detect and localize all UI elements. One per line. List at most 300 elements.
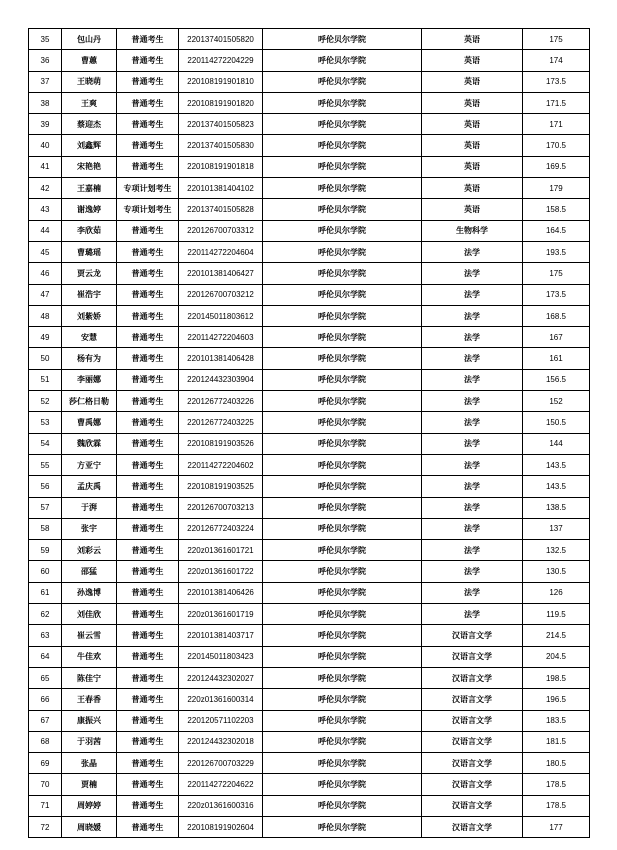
- score-table: [28, 28, 590, 838]
- major-name: 法学: [422, 561, 523, 582]
- row-number: 36: [29, 50, 62, 71]
- major-name: 汉语言文学: [422, 774, 523, 795]
- candidate-type: 专项计划考生: [117, 199, 179, 220]
- exam-id: 220126700703213: [179, 497, 263, 518]
- table-row: [29, 582, 590, 603]
- exam-id: 220101381406426: [179, 582, 263, 603]
- candidate-type: 普通考生: [117, 795, 179, 816]
- major-name: 法学: [422, 540, 523, 561]
- student-name: 于羽茜: [62, 731, 117, 752]
- major-name: 英语: [422, 114, 523, 135]
- score-value: 167: [523, 327, 590, 348]
- candidate-type: 普通考生: [117, 220, 179, 241]
- row-number: 53: [29, 412, 62, 433]
- score-value: 193.5: [523, 241, 590, 262]
- row-number: 64: [29, 646, 62, 667]
- candidate-type: 普通考生: [117, 433, 179, 454]
- student-name: 曹禹娜: [62, 412, 117, 433]
- candidate-type: 普通考生: [117, 327, 179, 348]
- row-number: 54: [29, 433, 62, 454]
- school-name: 呼伦贝尔学院: [263, 774, 422, 795]
- table-row: [29, 454, 590, 475]
- exam-id: 220114272204622: [179, 774, 263, 795]
- score-value: 198.5: [523, 667, 590, 688]
- student-name: 魏欣霖: [62, 433, 117, 454]
- student-name: 周婷婷: [62, 795, 117, 816]
- table-row: [29, 156, 590, 177]
- table-row: [29, 305, 590, 326]
- school-name: 呼伦贝尔学院: [263, 284, 422, 305]
- candidate-type: 普通考生: [117, 284, 179, 305]
- exam-id: 220101381403717: [179, 625, 263, 646]
- score-value: 130.5: [523, 561, 590, 582]
- table-row: [29, 369, 590, 390]
- exam-id: 220124432302027: [179, 667, 263, 688]
- table-row: [29, 518, 590, 539]
- school-name: 呼伦贝尔学院: [263, 710, 422, 731]
- score-value: 150.5: [523, 412, 590, 433]
- table-row: [29, 114, 590, 135]
- major-name: 英语: [422, 199, 523, 220]
- exam-id: 220108191901820: [179, 92, 263, 113]
- row-number: 55: [29, 454, 62, 475]
- candidate-type: 普通考生: [117, 454, 179, 475]
- candidate-type: 普通考生: [117, 816, 179, 837]
- score-value: 178.5: [523, 774, 590, 795]
- score-value: 175: [523, 263, 590, 284]
- major-name: 汉语言文学: [422, 816, 523, 837]
- table-row: [29, 604, 590, 625]
- student-name: 蔡迎杰: [62, 114, 117, 135]
- exam-id: 220z01361600314: [179, 689, 263, 710]
- exam-id: 220145011803612: [179, 305, 263, 326]
- school-name: 呼伦贝尔学院: [263, 604, 422, 625]
- exam-id: 220145011803423: [179, 646, 263, 667]
- school-name: 呼伦贝尔学院: [263, 114, 422, 135]
- major-name: 生物科学: [422, 220, 523, 241]
- student-name: 崔浩宇: [62, 284, 117, 305]
- school-name: 呼伦贝尔学院: [263, 625, 422, 646]
- school-name: 呼伦贝尔学院: [263, 220, 422, 241]
- exam-id: 220101381406427: [179, 263, 263, 284]
- table-row: [29, 263, 590, 284]
- exam-id: 220114272204229: [179, 50, 263, 71]
- table-row: [29, 710, 590, 731]
- school-name: 呼伦贝尔学院: [263, 50, 422, 71]
- row-number: 42: [29, 178, 62, 199]
- table-row: [29, 795, 590, 816]
- major-name: 法学: [422, 497, 523, 518]
- score-value: 180.5: [523, 753, 590, 774]
- exam-id: 220126772403225: [179, 412, 263, 433]
- candidate-type: 普通考生: [117, 92, 179, 113]
- school-name: 呼伦贝尔学院: [263, 497, 422, 518]
- exam-id: 220108191901818: [179, 156, 263, 177]
- candidate-type: 普通考生: [117, 774, 179, 795]
- table-row: [29, 178, 590, 199]
- table-row: [29, 625, 590, 646]
- exam-id: 220108191902604: [179, 816, 263, 837]
- table-row: [29, 731, 590, 752]
- exam-id: 220114272204603: [179, 327, 263, 348]
- exam-id: 220137401505828: [179, 199, 263, 220]
- table-row: [29, 774, 590, 795]
- row-number: 61: [29, 582, 62, 603]
- school-name: 呼伦贝尔学院: [263, 646, 422, 667]
- major-name: 法学: [422, 582, 523, 603]
- exam-id: 220108191903525: [179, 476, 263, 497]
- school-name: 呼伦贝尔学院: [263, 454, 422, 475]
- school-name: 呼伦贝尔学院: [263, 327, 422, 348]
- score-value: 161: [523, 348, 590, 369]
- row-number: 67: [29, 710, 62, 731]
- student-name: 王嘉楠: [62, 178, 117, 199]
- student-name: 王晓萌: [62, 71, 117, 92]
- table-row: [29, 348, 590, 369]
- table-row: [29, 561, 590, 582]
- candidate-type: 普通考生: [117, 50, 179, 71]
- row-number: 44: [29, 220, 62, 241]
- table-body: [29, 29, 590, 838]
- major-name: 汉语言文学: [422, 710, 523, 731]
- candidate-type: 普通考生: [117, 241, 179, 262]
- major-name: 英语: [422, 50, 523, 71]
- row-number: 71: [29, 795, 62, 816]
- row-number: 66: [29, 689, 62, 710]
- score-value: 173.5: [523, 284, 590, 305]
- candidate-type: 普通考生: [117, 369, 179, 390]
- school-name: 呼伦贝尔学院: [263, 689, 422, 710]
- row-number: 49: [29, 327, 62, 348]
- exam-id: 220137401505830: [179, 135, 263, 156]
- major-name: 英语: [422, 71, 523, 92]
- candidate-type: 普通考生: [117, 497, 179, 518]
- table-row: [29, 391, 590, 412]
- school-name: 呼伦贝尔学院: [263, 241, 422, 262]
- table-row: [29, 667, 590, 688]
- student-name: 孙逸博: [62, 582, 117, 603]
- table-row: [29, 646, 590, 667]
- student-name: 于湃: [62, 497, 117, 518]
- major-name: 法学: [422, 263, 523, 284]
- row-number: 62: [29, 604, 62, 625]
- major-name: 法学: [422, 412, 523, 433]
- row-number: 70: [29, 774, 62, 795]
- school-name: 呼伦贝尔学院: [263, 795, 422, 816]
- student-name: 方亚宁: [62, 454, 117, 475]
- candidate-type: 普通考生: [117, 753, 179, 774]
- row-number: 60: [29, 561, 62, 582]
- school-name: 呼伦贝尔学院: [263, 199, 422, 220]
- major-name: 法学: [422, 476, 523, 497]
- major-name: 英语: [422, 156, 523, 177]
- major-name: 法学: [422, 348, 523, 369]
- table-row: [29, 50, 590, 71]
- major-name: 汉语言文学: [422, 646, 523, 667]
- table-row: [29, 29, 590, 50]
- row-number: 45: [29, 241, 62, 262]
- score-value: 171: [523, 114, 590, 135]
- score-value: 178.5: [523, 795, 590, 816]
- table-row: [29, 135, 590, 156]
- row-number: 65: [29, 667, 62, 688]
- student-name: 贾云龙: [62, 263, 117, 284]
- candidate-type: 普通考生: [117, 561, 179, 582]
- student-name: 李欣茹: [62, 220, 117, 241]
- candidate-type: 普通考生: [117, 412, 179, 433]
- table-row: [29, 753, 590, 774]
- major-name: 汉语言文学: [422, 731, 523, 752]
- major-name: 英语: [422, 92, 523, 113]
- student-name: 崔云雪: [62, 625, 117, 646]
- school-name: 呼伦贝尔学院: [263, 433, 422, 454]
- score-value: 152: [523, 391, 590, 412]
- score-value: 138.5: [523, 497, 590, 518]
- student-name: 陈佳宁: [62, 667, 117, 688]
- table-row: [29, 327, 590, 348]
- row-number: 37: [29, 71, 62, 92]
- table-row: [29, 433, 590, 454]
- score-value: 169.5: [523, 156, 590, 177]
- major-name: 法学: [422, 305, 523, 326]
- candidate-type: 普通考生: [117, 710, 179, 731]
- school-name: 呼伦贝尔学院: [263, 540, 422, 561]
- row-number: 35: [29, 29, 62, 50]
- student-name: 王春香: [62, 689, 117, 710]
- candidate-type: 普通考生: [117, 71, 179, 92]
- student-name: 包山丹: [62, 29, 117, 50]
- table-row: [29, 412, 590, 433]
- candidate-type: 普通考生: [117, 135, 179, 156]
- exam-id: 220124432303904: [179, 369, 263, 390]
- school-name: 呼伦贝尔学院: [263, 263, 422, 284]
- table-row: [29, 497, 590, 518]
- school-name: 呼伦贝尔学院: [263, 582, 422, 603]
- exam-id: 220101381406428: [179, 348, 263, 369]
- candidate-type: 普通考生: [117, 263, 179, 284]
- row-number: 63: [29, 625, 62, 646]
- score-value: 179: [523, 178, 590, 199]
- row-number: 41: [29, 156, 62, 177]
- candidate-type: 普通考生: [117, 646, 179, 667]
- candidate-type: 普通考生: [117, 348, 179, 369]
- exam-id: 220101381404102: [179, 178, 263, 199]
- row-number: 58: [29, 518, 62, 539]
- exam-id: 220114272204604: [179, 241, 263, 262]
- row-number: 43: [29, 199, 62, 220]
- score-value: 196.5: [523, 689, 590, 710]
- score-value: 144: [523, 433, 590, 454]
- school-name: 呼伦贝尔学院: [263, 369, 422, 390]
- score-value: 164.5: [523, 220, 590, 241]
- score-value: 158.5: [523, 199, 590, 220]
- school-name: 呼伦贝尔学院: [263, 305, 422, 326]
- student-name: 安慧: [62, 327, 117, 348]
- student-name: 刘彩云: [62, 540, 117, 561]
- student-name: 杨有为: [62, 348, 117, 369]
- student-name: 邵猛: [62, 561, 117, 582]
- school-name: 呼伦贝尔学院: [263, 71, 422, 92]
- school-name: 呼伦贝尔学院: [263, 412, 422, 433]
- exam-id: 220z01361601719: [179, 604, 263, 625]
- major-name: 汉语言文学: [422, 795, 523, 816]
- candidate-type: 普通考生: [117, 391, 179, 412]
- table-row: [29, 284, 590, 305]
- school-name: 呼伦贝尔学院: [263, 561, 422, 582]
- student-name: 刘紫娇: [62, 305, 117, 326]
- candidate-type: 普通考生: [117, 518, 179, 539]
- student-name: 王爽: [62, 92, 117, 113]
- candidate-type: 普通考生: [117, 667, 179, 688]
- candidate-type: 普通考生: [117, 731, 179, 752]
- student-name: 刘鑫辉: [62, 135, 117, 156]
- score-value: 143.5: [523, 454, 590, 475]
- student-name: 牛佳欢: [62, 646, 117, 667]
- student-name: 李丽娜: [62, 369, 117, 390]
- major-name: 英语: [422, 135, 523, 156]
- candidate-type: 普通考生: [117, 540, 179, 561]
- exam-id: 220124432302018: [179, 731, 263, 752]
- exam-id: 220114272204602: [179, 454, 263, 475]
- table-row: [29, 540, 590, 561]
- score-value: 156.5: [523, 369, 590, 390]
- candidate-type: 专项计划考生: [117, 178, 179, 199]
- score-value: 177: [523, 816, 590, 837]
- row-number: 38: [29, 92, 62, 113]
- student-name: 孟庆禹: [62, 476, 117, 497]
- student-name: 康振兴: [62, 710, 117, 731]
- school-name: 呼伦贝尔学院: [263, 476, 422, 497]
- exam-id: 220120571102203: [179, 710, 263, 731]
- score-value: 170.5: [523, 135, 590, 156]
- score-value: 132.5: [523, 540, 590, 561]
- major-name: 法学: [422, 327, 523, 348]
- student-name: 曹璐瑶: [62, 241, 117, 262]
- table-row: [29, 71, 590, 92]
- school-name: 呼伦贝尔学院: [263, 348, 422, 369]
- candidate-type: 普通考生: [117, 689, 179, 710]
- major-name: 汉语言文学: [422, 625, 523, 646]
- score-value: 174: [523, 50, 590, 71]
- candidate-type: 普通考生: [117, 625, 179, 646]
- candidate-type: 普通考生: [117, 29, 179, 50]
- exam-id: 220126700703212: [179, 284, 263, 305]
- major-name: 英语: [422, 29, 523, 50]
- candidate-type: 普通考生: [117, 582, 179, 603]
- score-value: 175: [523, 29, 590, 50]
- exam-id: 220137401505823: [179, 114, 263, 135]
- school-name: 呼伦贝尔学院: [263, 667, 422, 688]
- exam-id: 220z01361600316: [179, 795, 263, 816]
- row-number: 69: [29, 753, 62, 774]
- table-row: [29, 816, 590, 837]
- school-name: 呼伦贝尔学院: [263, 135, 422, 156]
- table-row: [29, 220, 590, 241]
- row-number: 50: [29, 348, 62, 369]
- table-row: [29, 476, 590, 497]
- row-number: 47: [29, 284, 62, 305]
- student-name: 曹蕙: [62, 50, 117, 71]
- student-name: 谢逸婷: [62, 199, 117, 220]
- exam-id: 220108191901810: [179, 71, 263, 92]
- school-name: 呼伦贝尔学院: [263, 92, 422, 113]
- school-name: 呼伦贝尔学院: [263, 753, 422, 774]
- school-name: 呼伦贝尔学院: [263, 156, 422, 177]
- major-name: 法学: [422, 284, 523, 305]
- table-row: [29, 689, 590, 710]
- row-number: 51: [29, 369, 62, 390]
- school-name: 呼伦贝尔学院: [263, 29, 422, 50]
- row-number: 46: [29, 263, 62, 284]
- row-number: 40: [29, 135, 62, 156]
- candidate-type: 普通考生: [117, 476, 179, 497]
- candidate-type: 普通考生: [117, 604, 179, 625]
- exam-id: 220126700703312: [179, 220, 263, 241]
- score-value: 126: [523, 582, 590, 603]
- table-row: [29, 241, 590, 262]
- row-number: 72: [29, 816, 62, 837]
- candidate-type: 普通考生: [117, 305, 179, 326]
- major-name: 英语: [422, 178, 523, 199]
- score-value: 171.5: [523, 92, 590, 113]
- candidate-type: 普通考生: [117, 114, 179, 135]
- row-number: 59: [29, 540, 62, 561]
- score-value: 143.5: [523, 476, 590, 497]
- student-name: 宋艳艳: [62, 156, 117, 177]
- score-value: 214.5: [523, 625, 590, 646]
- major-name: 汉语言文学: [422, 689, 523, 710]
- major-name: 法学: [422, 369, 523, 390]
- row-number: 68: [29, 731, 62, 752]
- exam-id: 220z01361601722: [179, 561, 263, 582]
- row-number: 57: [29, 497, 62, 518]
- exam-id: 220126772403224: [179, 518, 263, 539]
- major-name: 法学: [422, 604, 523, 625]
- exam-id: 220z01361601721: [179, 540, 263, 561]
- major-name: 法学: [422, 433, 523, 454]
- school-name: 呼伦贝尔学院: [263, 391, 422, 412]
- table-row: [29, 199, 590, 220]
- row-number: 39: [29, 114, 62, 135]
- score-value: 181.5: [523, 731, 590, 752]
- row-number: 52: [29, 391, 62, 412]
- school-name: 呼伦贝尔学院: [263, 816, 422, 837]
- major-name: 法学: [422, 454, 523, 475]
- major-name: 汉语言文学: [422, 667, 523, 688]
- table-row: [29, 92, 590, 113]
- major-name: 法学: [422, 518, 523, 539]
- major-name: 法学: [422, 391, 523, 412]
- row-number: 48: [29, 305, 62, 326]
- score-value: 204.5: [523, 646, 590, 667]
- school-name: 呼伦贝尔学院: [263, 178, 422, 199]
- score-value: 137: [523, 518, 590, 539]
- major-name: 汉语言文学: [422, 753, 523, 774]
- student-name: 张宇: [62, 518, 117, 539]
- student-name: 周晓媛: [62, 816, 117, 837]
- score-value: 119.5: [523, 604, 590, 625]
- exam-id: 220108191903526: [179, 433, 263, 454]
- school-name: 呼伦贝尔学院: [263, 518, 422, 539]
- school-name: 呼伦贝尔学院: [263, 731, 422, 752]
- score-value: 183.5: [523, 710, 590, 731]
- student-name: 刘佳欣: [62, 604, 117, 625]
- exam-id: 220137401505820: [179, 29, 263, 50]
- student-name: 张晶: [62, 753, 117, 774]
- score-value: 168.5: [523, 305, 590, 326]
- student-name: 莎仁格日勒: [62, 391, 117, 412]
- exam-id: 220126700703229: [179, 753, 263, 774]
